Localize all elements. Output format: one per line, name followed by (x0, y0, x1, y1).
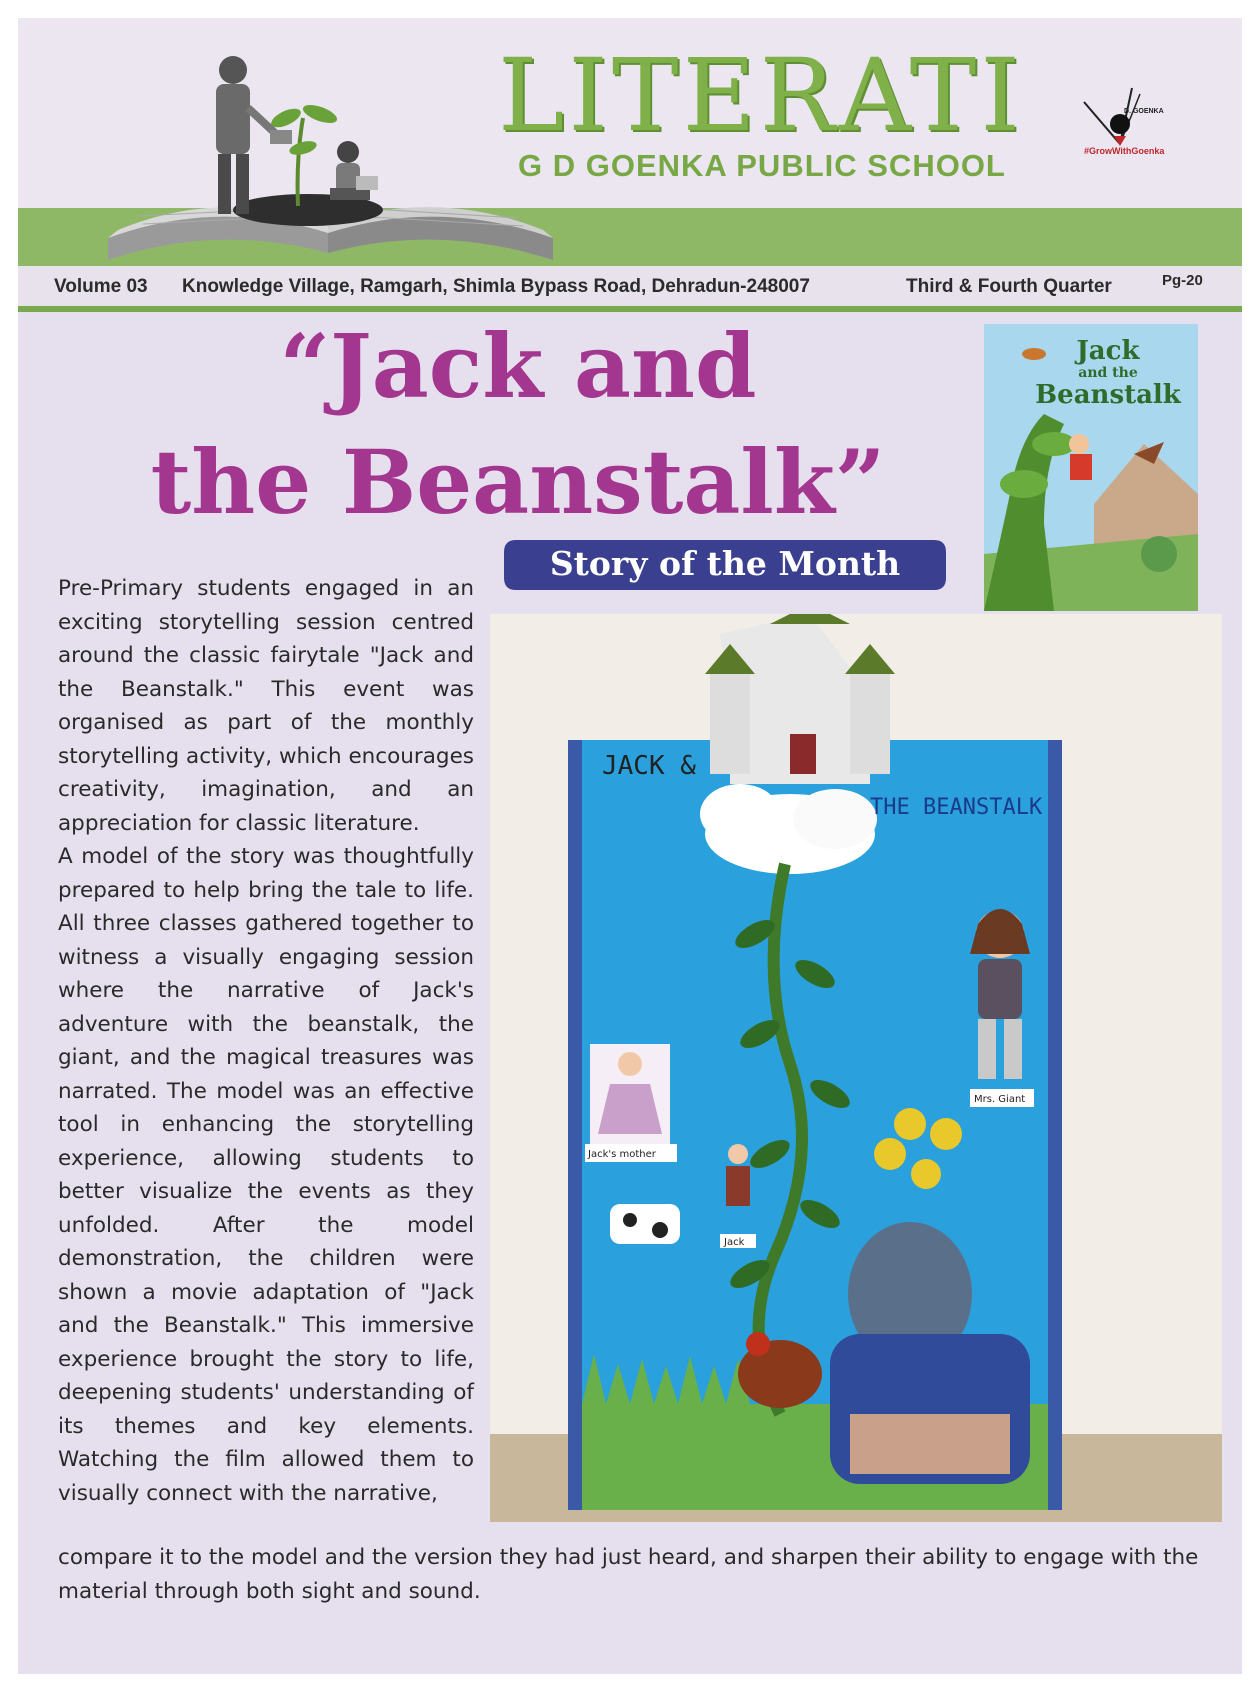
banner-label: Story of the Month (549, 544, 901, 583)
newsletter-page (18, 18, 1242, 1674)
board-label-jack: JACK & (602, 751, 696, 781)
address-label: Knowledge Village, Ramgarh, Shimla Bypass Road, Dehradun-248007 (182, 276, 810, 297)
beanstalk-model-photo (490, 614, 1222, 1522)
board-label-jack-figure: Jack (724, 1237, 745, 1248)
board-label-beanstalk: THE BEANSTALK (870, 795, 1043, 820)
masthead-header (18, 18, 1242, 308)
volume-label: Volume 03 (54, 276, 148, 297)
board-label-mrs-giant: Mrs. Giant (974, 1094, 1026, 1105)
paragraph-2-continued: compare it to the model and the version they had just heard, and sharpen their ability to engage with the material through both sight and sound. (58, 1545, 1199, 1604)
cover-title-line-3: Beanstalk (1035, 380, 1181, 410)
article-title (78, 308, 958, 540)
logo-hashtag: #GrowWithGoenka (1084, 146, 1165, 156)
logo-name: D. GOENKA (1124, 108, 1164, 115)
masthead-title: LITERATI (498, 37, 1024, 154)
cover-title-line-2: and the (1078, 365, 1138, 381)
goenka-logo (1080, 84, 1190, 174)
page-number: Pg-20 (1162, 272, 1203, 289)
quarter-label: Third & Fourth Quarter (906, 276, 1112, 297)
cover-title (1028, 338, 1188, 408)
article-body (58, 572, 474, 1510)
paragraph-2: A model of the story was thoughtfully prepared to help bring the tale to life. All three classes gathered together to witness a visually engaging session where the narrative of Jack's adventure with the beanstalk, the giant, and the magical treasures was narrated. The model was an effective tool in enhancing the storytelling experience, allowing students to better visualize the events as they unfolded. After the model demonstration, the children were shown a movie adaptation of "Jack and the Beanstalk." This immersive experience brought the story to life, deepening students' understanding of its themes and key elements. Watching the film allowed them to visually connect with the narrative, (58, 844, 474, 1506)
school-name: G D GOENKA PUBLIC SCHOOL (518, 148, 1006, 183)
cover-title-line-1: Jack (1076, 336, 1140, 366)
title-line-1: “Jack and (279, 314, 757, 418)
paragraph-1: Pre-Primary students engaged in an exciting storytelling session centred around the classic fairytale "Jack and the Beanstalk." This event was organised as part of the monthly storytelling activity, which encourages creativity, imagination, and an appreciation for classic literature. (58, 576, 474, 836)
info-bar (18, 266, 1242, 312)
board-label-mother: Jack's mother (588, 1149, 656, 1160)
title-line-2: the Beanstalk” (150, 430, 886, 534)
